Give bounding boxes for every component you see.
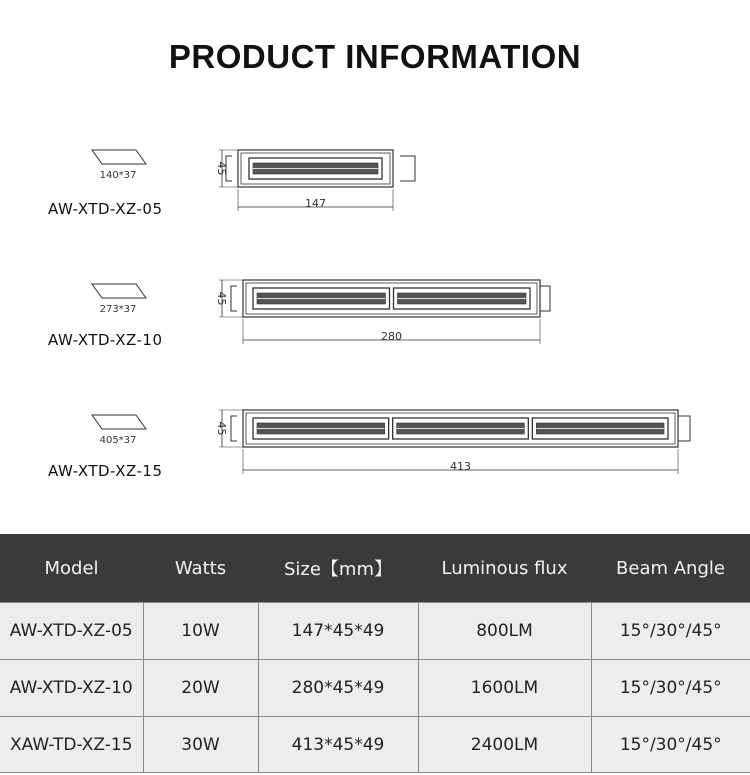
spring-clip-right	[540, 286, 550, 311]
cell-size: 280*45*49	[258, 660, 418, 717]
cutout-shape	[92, 415, 146, 429]
cutout-shape	[92, 284, 146, 298]
height-dimension-label: 45	[215, 421, 228, 436]
product-diagram-3	[48, 410, 690, 480]
cell-beam-angle: 15°/30°/45°	[591, 717, 750, 773]
header-beam-angle: Beam Angle	[591, 534, 750, 603]
spring-clip-left	[231, 286, 237, 311]
cell-model: AW-XTD-XZ-05	[0, 603, 143, 660]
header-model: Model	[0, 534, 143, 603]
cutout-size-label: 140*37	[99, 170, 137, 181]
cell-luminous-flux: 1600LM	[418, 660, 591, 717]
table-row	[0, 717, 750, 773]
cell-beam-angle: 15°/30°/45°	[591, 660, 750, 717]
length-dimension-label: 413	[450, 460, 471, 473]
cell-luminous-flux: 2400LM	[418, 717, 591, 773]
cell-watts: 10W	[143, 603, 258, 660]
model-label: AW-XTD-XZ-15	[48, 462, 163, 480]
spring-clip-left	[231, 416, 237, 441]
header-size: Size【mm】	[258, 534, 418, 603]
cell-watts: 30W	[143, 717, 258, 773]
height-dimension-label: 45	[215, 291, 228, 306]
page-title: PRODUCT INFORMATION	[168, 38, 582, 75]
cell-watts: 20W	[143, 660, 258, 717]
spring-clip-right	[678, 416, 690, 441]
cell-luminous-flux: 800LM	[418, 603, 591, 660]
cutout-shape	[92, 150, 146, 164]
cutout-size-label: 405*37	[99, 435, 137, 446]
header-luminous-flux: Luminous flux	[418, 534, 591, 603]
length-dimension-label: 147	[305, 197, 326, 210]
header-watts: Watts	[143, 534, 258, 603]
model-label: AW-XTD-XZ-10	[48, 331, 163, 349]
table-row	[0, 660, 750, 717]
product-diagram-2	[48, 280, 550, 349]
cell-beam-angle: 15°/30°/45°	[591, 603, 750, 660]
cell-model: AW-XTD-XZ-10	[0, 660, 143, 717]
model-label: AW-XTD-XZ-05	[48, 200, 163, 218]
spring-clip-right	[400, 156, 415, 181]
height-dimension-label: 45	[215, 161, 228, 176]
table-row	[0, 603, 750, 660]
cell-size: 147*45*49	[258, 603, 418, 660]
length-dimension-label: 280	[381, 330, 402, 343]
product-diagram-1	[48, 150, 415, 218]
spec-table	[0, 534, 750, 773]
table-header-row	[0, 534, 750, 603]
cutout-size-label: 273*37	[99, 304, 137, 315]
cell-model: XAW-TD-XZ-15	[0, 717, 143, 773]
cell-size: 413*45*49	[258, 717, 418, 773]
